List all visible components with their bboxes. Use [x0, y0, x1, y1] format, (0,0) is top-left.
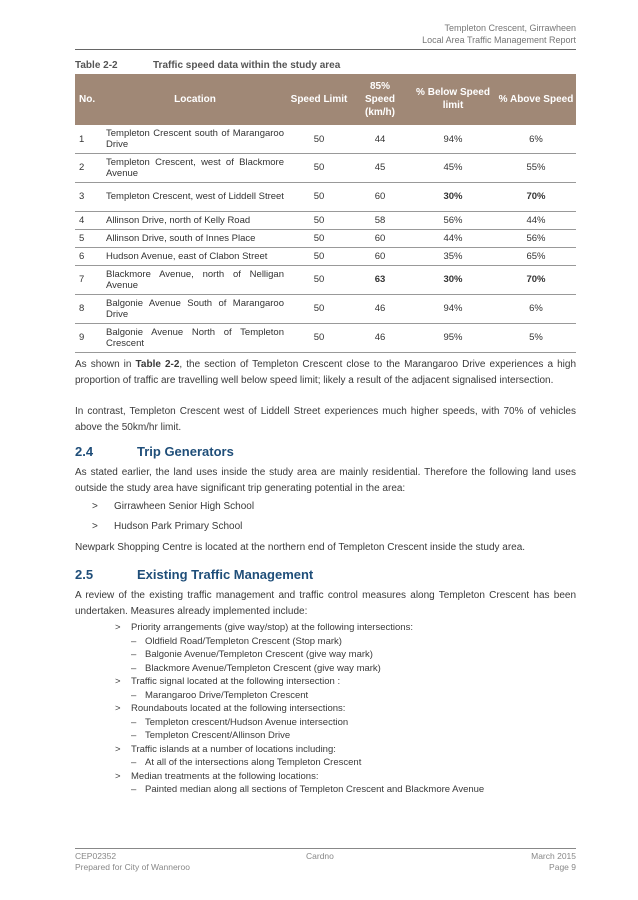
- list-item: > Traffic signal located at the following intersection :: [115, 676, 341, 687]
- table-row: 6 Hudson Avenue, east of Clabon Street 50 60 35% 65%: [75, 247, 576, 265]
- paragraph-review: A review of the existing traffic management and traffic control measures along Templeton Crescent has been undertaken. Measures already implemented include:: [75, 590, 576, 617]
- table-row: 9 Balgonie Avenue North of Templeton Crescent 50 46 95% 5%: [75, 323, 576, 352]
- header-line1: Templeton Crescent, Girrawheen: [444, 23, 576, 33]
- footer-company: Cardno: [306, 851, 334, 861]
- list-subitem: – Balgonie Avenue/Templeton Crescent (give way mark): [131, 649, 373, 660]
- footer-prepared: Prepared for City of Wanneroo: [75, 862, 190, 872]
- list-item: > Priority arrangements (give way/stop) at the following intersections:: [115, 622, 413, 633]
- footer-divider: [75, 848, 576, 849]
- table-row: 4 Allinson Drive, north of Kelly Road 50 58 56% 44%: [75, 211, 576, 229]
- list-subitem: – Templeton Crescent/Allinson Drive: [131, 730, 291, 741]
- list-subitem: – Painted median along all sections of Templeton Crescent and Blackmore Avenue: [131, 784, 485, 795]
- list-item: > Girrawheen Senior High School: [92, 501, 255, 512]
- list-item: > Hudson Park Primary School: [92, 521, 243, 532]
- col-header-above: % Above Speed: [496, 74, 576, 125]
- section-heading-existing-traffic: 2.5 Existing Traffic Management: [75, 567, 314, 582]
- table-reference: Table 2-2: [135, 359, 180, 370]
- list-item: > Median treatments at the following locations:: [115, 770, 319, 782]
- table-header-row: [75, 74, 576, 125]
- table-caption: [75, 60, 340, 71]
- footer-code: CEP02352: [75, 851, 117, 861]
- page-number: Page 9: [549, 862, 576, 872]
- footer-left: [75, 851, 190, 873]
- table-row: 5 Allinson Drive, south of Innes Place 50 60 44% 56%: [75, 229, 576, 247]
- table-row: 1 Templeton Crescent south of Marangaroo Drive 50 44 94% 6%: [75, 125, 576, 153]
- list-item: > Traffic islands at a number of locations including:: [115, 743, 336, 755]
- table-row: 2 Templeton Crescent, west of Blackmore Avenue 50 45 45% 55%: [75, 153, 576, 182]
- col-header-location: Location: [102, 74, 288, 125]
- col-header-no: No.: [75, 74, 102, 125]
- header-divider: [75, 49, 576, 50]
- table-row: 8 Balgonie Avenue South of Marangaroo Drive 50 46 94% 6%: [75, 294, 576, 323]
- paragraph-newpark: Newpark Shopping Centre is located at the northern end of Templeton Crescent inside the study area.: [75, 542, 526, 553]
- col-header-speed-limit: Speed Limit: [288, 74, 350, 125]
- paragraph-contrast: In contrast, Templeton Crescent west of Liddell Street experiences much higher speeds, with 70% of vehicles above the 50km/hr limit.: [75, 406, 576, 433]
- col-header-85-speed: 85% Speed (km/h): [350, 74, 410, 125]
- paragraph-land-uses: As stated earlier, the land uses inside the study area are mainly residential. Therefore the following land uses outside the study area have significant trip generating potential in the area:: [75, 467, 576, 494]
- list-subitem: – Templeton crescent/Hudson Avenue intersection: [131, 716, 349, 728]
- list-subitem: – At all of the intersections along Templeton Crescent: [131, 757, 362, 768]
- table-title: Traffic speed data within the study area: [153, 60, 341, 71]
- table-row: 7 Blackmore Avenue, north of Nelligan Avenue 50 63 30% 70%: [75, 265, 576, 294]
- speed-data-table: [75, 74, 576, 353]
- list-item: > Roundabouts located at the following intersections:: [115, 703, 346, 714]
- header-line2: Local Area Traffic Management Report: [422, 35, 576, 45]
- table-row: 3 Templeton Crescent, west of Liddell Street 50 60 30% 70%: [75, 182, 576, 211]
- measures-list: [115, 621, 585, 797]
- section-heading-trip-generators: 2.4 Trip Generators: [75, 444, 234, 459]
- footer-right: [531, 851, 576, 873]
- table-number: Table 2-2: [75, 60, 118, 71]
- footer-date: March 2015: [531, 851, 576, 861]
- list-subitem: – Blackmore Avenue/Templeton Crescent (give way mark): [131, 662, 381, 674]
- paragraph-table-summary: As shown in Table 2-2, the section of Templeton Crescent close to the Marangaroo Drive experiences a high proportion of traffic are travelling well below speed limit; likely a result of the adjacent signalised intersection.: [75, 359, 577, 386]
- col-header-below: % Below Speed limit: [410, 74, 496, 125]
- page-header: [422, 22, 576, 46]
- list-subitem: – Oldfield Road/Templeton Crescent (Stop mark): [131, 635, 342, 647]
- list-subitem: – Marangaroo Drive/Templeton Crescent: [131, 689, 309, 701]
